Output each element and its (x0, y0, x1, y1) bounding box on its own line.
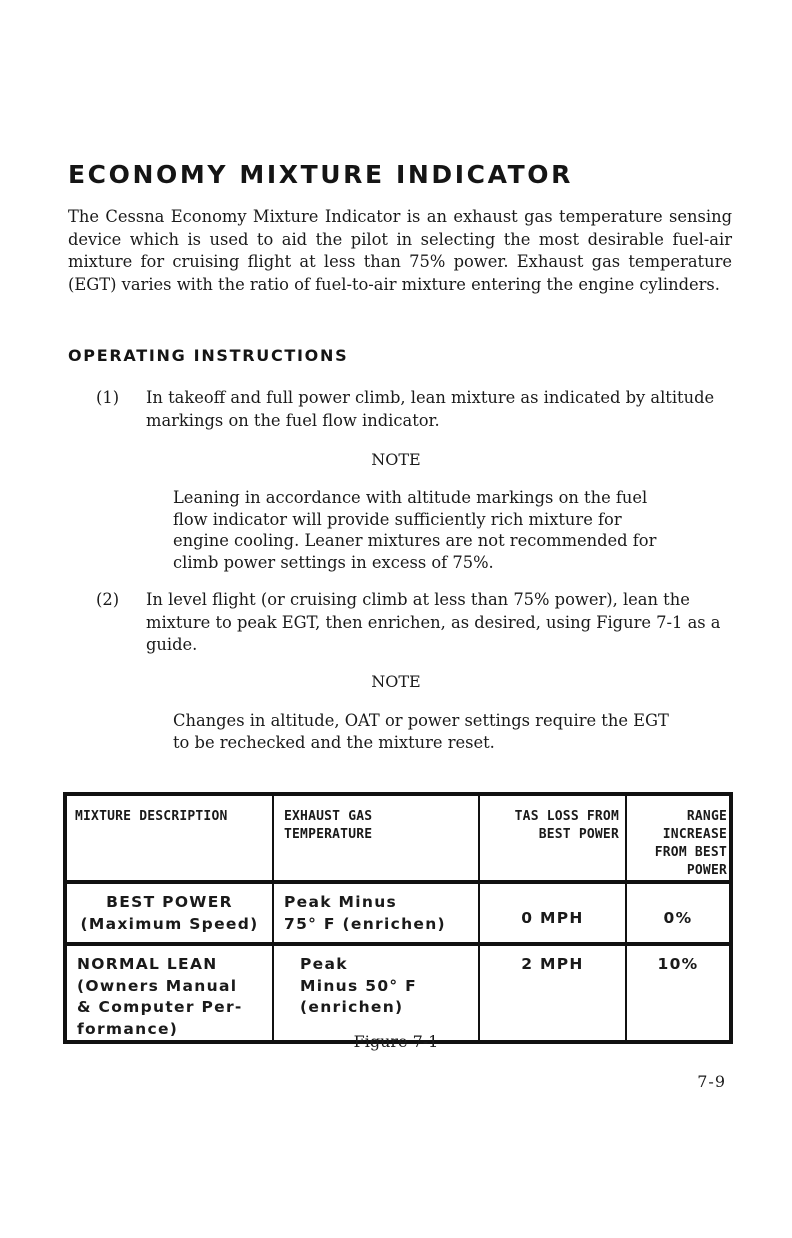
column-header: EXHAUST GAS TEMPERATURE (273, 794, 479, 882)
table-cell: NORMAL LEAN (Owners Manual & Computer Per- formance) (65, 944, 273, 1042)
step-text: In takeoff and full power climb, lean mixture as indicated by altitude markings on the fuel flow indicator. (146, 388, 715, 430)
step-number: (1) (96, 388, 120, 407)
table-cell: 0% (626, 882, 731, 944)
table-cell: Peak Minus 75° F (enrichen) (273, 882, 479, 944)
table-header-row (65, 794, 731, 882)
note-label: NOTE (371, 672, 421, 691)
figure-caption: Figure 7-1 (353, 1032, 439, 1051)
instruction-step-1 (96, 387, 736, 432)
intro-paragraph: The Cessna Economy Mixture Indicator is an exhaust gas temperature sensing device which is used to aid the pilot in selecting the most desirable fuel-air mixture for cruising flight at less than 75% power. Exhaust gas temperature (EGT) varies with the ratio of fuel-to-air mixture entering the engine cylinders. (68, 207, 732, 294)
table-cell: Peak Minus 50° F (enrichen) (273, 944, 479, 1042)
table-cell: BEST POWER (Maximum Speed) (65, 882, 273, 944)
step-text: In level flight (or cruising climb at less than 75% power), lean the mixture to peak EGT, then enrichen, as desired, using Figure 7-1 as a guide. (146, 590, 721, 655)
section-title: ECONOMY MIXTURE INDICATOR (68, 160, 573, 189)
column-header: TAS LOSS FROM BEST POWER (479, 794, 626, 882)
mixture-table (63, 792, 733, 1044)
table-row (65, 944, 731, 1042)
step-number: (2) (96, 590, 120, 609)
column-header: MIXTURE DESCRIPTION (65, 794, 273, 882)
page-number: 7-9 (697, 1072, 726, 1091)
note-text: Changes in altitude, OAT or power settings require the EGT to be rechecked and the mixture reset. (173, 711, 669, 752)
instruction-step-2 (96, 589, 736, 657)
subsection-title: OPERATING INSTRUCTIONS (68, 346, 349, 365)
note-text: Leaning in accordance with altitude markings on the fuel flow indicator will provide sufficiently rich mixture for engine cooling. Leaner mixtures are not recommended for climb power settings in excess of 75%. (173, 488, 657, 572)
column-header: RANGE INCREASE FROM BEST POWER (626, 794, 731, 882)
note-label: NOTE (371, 450, 421, 469)
table-row (65, 882, 731, 944)
table-cell: 0 MPH (479, 882, 626, 944)
table-cell: 2 MPH (479, 944, 626, 1042)
table-cell: 10% (626, 944, 731, 1042)
